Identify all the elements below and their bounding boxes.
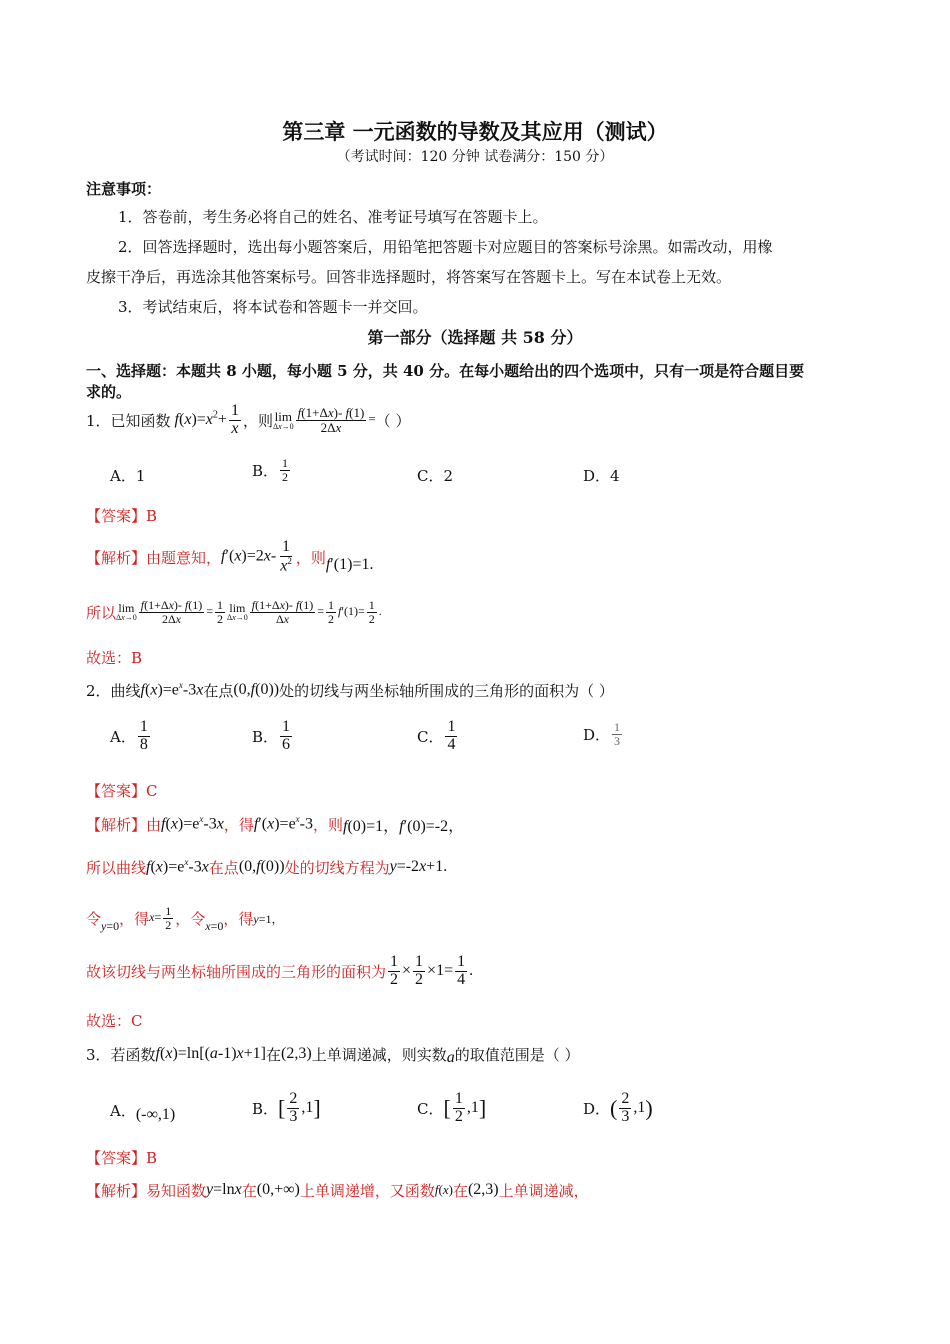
question-3 — [86, 1040, 579, 1068]
q1-option-c: C．2 — [417, 467, 454, 485]
q2-l3d: ，得 — [223, 909, 254, 928]
q2-area-calc: $\frac{1}{2}$ × $\frac{1}{2}$ ×1= $\frac{1}{4}$ . — [390, 952, 474, 988]
q2-derivative: $f'(x)=e^x-3$ — [253, 814, 313, 833]
notice-item-1: 1．答卷前，考生务必将自己的姓名、准考证号填写在答题卡上。 — [118, 208, 548, 226]
q3-mid: 在 — [266, 1045, 282, 1064]
q1-limit: lim Δx→0 $\frac{f(1+\Delta x)- f(1)}{2\Delta x}$ = — [272, 404, 376, 435]
q2-option-b-label: B． — [252, 727, 279, 746]
q2-option-d-value: $\frac{1}{3}$ — [614, 720, 621, 748]
notice-item-2-cont: 皮擦干净后，再选涂其他答案标号。回答非选择题时，将答案写在答题卡上。写在本试卷上无效。 — [86, 268, 732, 286]
q2-answer: 【答案】C — [86, 782, 158, 800]
q2-final: 故选：C — [86, 1012, 143, 1030]
q3-l1e: 上单调递减， — [498, 1181, 589, 1200]
q1-option-a: A．1 — [110, 467, 146, 485]
q1-option-b — [252, 457, 292, 483]
q2-l1a: 由 — [146, 815, 162, 834]
q2-x-intercept: x= $\frac{1}{2}$ — [149, 903, 172, 932]
q2-l2a: 所以曲线 — [86, 858, 147, 877]
q3-option-b-value: [ $\frac{2}{3}$ ,1] — [278, 1089, 321, 1125]
q3-option-c-value: [ $\frac{1}{2}$ ,1] — [443, 1089, 487, 1125]
q2-lead: 2．曲线 — [86, 681, 141, 700]
notice-item-2: 2．回答选择题时，选出每小题答案后，用铅笔把答题卡对应题目的答案标号涂黑。如需改动，用橡 — [118, 238, 773, 256]
q2-tangent-line: y=-2x+1. — [389, 858, 448, 875]
q1-lead: 1．已知函数 — [86, 411, 171, 430]
q3-option-d — [583, 1086, 653, 1130]
q2-analysis-label: 【解析】 — [86, 815, 147, 834]
q3-tail: 上单调递减，则实数 — [311, 1045, 447, 1064]
q2-option-a — [110, 719, 152, 754]
section-heading: 一、选择题：本题共 8 小题，每小题 5 分，共 40 分。在每小题给出的四个选项中，只有一项是符合题目要 — [86, 362, 805, 380]
q2-x0: x=0 — [205, 918, 224, 933]
q3-interval: (2,3) — [281, 1045, 312, 1062]
q2-option-b — [252, 719, 294, 754]
q3-option-c — [417, 1086, 486, 1130]
q2-option-a-label: A． — [110, 727, 136, 746]
q2-point: (0,f(0)) — [233, 681, 280, 698]
q2-l2c: 处的切线方程为 — [284, 858, 390, 877]
q3-analysis-1 — [86, 1177, 589, 1203]
q2-l4: 故该切线与两坐标轴所围成的三角形的面积为 — [86, 962, 387, 981]
q3-l1b: 在 — [241, 1181, 257, 1200]
q3-option-d-label: D． — [583, 1099, 611, 1118]
q1-then: ，则 — [295, 548, 326, 567]
q2-option-b-value: $\frac{1}{6}$ — [282, 718, 291, 753]
q3-option-a-label: A． — [110, 1101, 136, 1120]
notice-item-3: 3．考试结束后，将本试卷和答题卡一并交回。 — [118, 298, 428, 316]
q3-fx: f(x) — [434, 1182, 453, 1197]
q3-ln-func: y=lnx — [206, 1181, 242, 1198]
q1-analysis-2 — [86, 592, 382, 632]
q2-l1c: ，则 — [313, 815, 344, 834]
q2-func: $f(x)=e^x-3x$ — [161, 814, 224, 833]
q2-option-d — [583, 721, 624, 747]
q2-tail: 处的切线与两坐标轴所围成的三角形的面积为（ ） — [279, 681, 614, 700]
q3-l1a: 易知函数 — [146, 1181, 207, 1200]
q2-analysis-4 — [86, 950, 473, 992]
q3-option-a — [110, 1090, 175, 1130]
q2-option-d-label: D． — [583, 725, 611, 744]
q2-l1b: ，得 — [223, 815, 254, 834]
q1-derivative-value: f′(1)=1. — [325, 556, 374, 573]
q3-lead: 3．若函数 — [86, 1045, 156, 1064]
q1-analysis-text: 由题意知， — [146, 548, 222, 567]
q1-final: 故选：B — [86, 649, 143, 667]
part-heading: 第一部分（选择题 共 58 分） — [367, 328, 583, 347]
q2-analysis-3 — [86, 898, 284, 938]
q1-option-b-label: B． — [252, 461, 279, 480]
q3-analysis-label: 【解析】 — [86, 1181, 147, 1200]
q3-function: f(x)=ln[(a-1)x+1] — [155, 1045, 267, 1062]
question-2 — [86, 677, 614, 703]
q1-so: 所以 — [86, 603, 117, 622]
q2-l3a: 令 — [86, 909, 102, 928]
q2-curve: $f(x)=e^x-3x$ — [146, 857, 209, 876]
section-heading-cont: 求的。 — [86, 383, 132, 401]
q2-y-intercept: y=1， — [253, 911, 284, 926]
q1-mid: ，则 — [242, 411, 273, 430]
q1-answer: 【答案】B — [86, 507, 158, 525]
notice-heading: 注意事项： — [86, 180, 162, 198]
q3-l1d: 在 — [452, 1181, 468, 1200]
q2-function: $f(x)=e^x-3x$ — [140, 680, 204, 699]
q2-option-c-value: $\frac{1}{4}$ — [447, 718, 456, 753]
q2-option-c — [417, 719, 459, 754]
q1-option-b-value: $\frac{1}{2}$ — [282, 456, 289, 484]
q1-function: $f(x)=x^2+$ $\frac{1}{x}$ — [174, 401, 239, 437]
q2-point-2: (0,f(0)) — [238, 858, 285, 875]
q3-interval-2: (2,3) — [467, 1181, 499, 1198]
q2-l2b: 在点 — [208, 858, 239, 877]
q2-l3c: ，令 — [175, 909, 206, 928]
question-1 — [86, 400, 410, 440]
q3-answer: 【答案】B — [86, 1149, 158, 1167]
q2-mid: 在点 — [203, 681, 234, 700]
q2-option-c-label: C． — [417, 727, 444, 746]
q3-l1c: 上单调递增，又函数 — [299, 1181, 435, 1200]
q3-tail2: 的取值范围是（ ） — [454, 1045, 580, 1064]
q3-option-b — [252, 1086, 321, 1130]
q2-l3b: ，得 — [119, 909, 150, 928]
q3-domain: (0,+∞) — [256, 1181, 300, 1198]
q1-limit-derivation: lim Δx→0 $\frac{f(1+\Delta x)- f(1)}{2\Delta x}$ = $\frac{1}{2}$ lim Δx→0 $\frac{f(1+\Delta x)- f(1)}{\Delta x}$ = $\frac{1}{2}$ f′(1)= $\frac{1}{2}$ . — [116, 597, 382, 626]
q1-derivative: f′(x)=2x- $\frac{1}{x^2}$ — [221, 538, 292, 575]
q1-option-d: D．4 — [583, 467, 620, 485]
q3-option-c-label: C． — [417, 1099, 444, 1118]
q1-analysis — [86, 536, 373, 578]
q3-option-d-value: ( $\frac{2}{3}$ ,1) — [610, 1089, 653, 1125]
q2-analysis-2 — [86, 854, 447, 880]
q2-values: f(0)=1，f′(0)=-2， — [343, 817, 465, 835]
q2-y0: y=0 — [101, 918, 120, 933]
q1-analysis-label: 【解析】 — [86, 548, 147, 567]
q2-option-a-value: $\frac{1}{8}$ — [139, 718, 148, 753]
q1-tail: （ ） — [375, 411, 411, 430]
q3-var-a: a — [446, 1049, 455, 1066]
q2-analysis-1 — [86, 811, 464, 837]
exam-info: （考试时间：120 分钟 试卷满分：150 分） — [336, 149, 614, 165]
page-title: 第三章 一元函数的导数及其应用（测试） — [282, 119, 668, 144]
q3-option-b-label: B． — [252, 1099, 279, 1118]
q3-option-a-value: (-∞,1) — [135, 1106, 176, 1123]
